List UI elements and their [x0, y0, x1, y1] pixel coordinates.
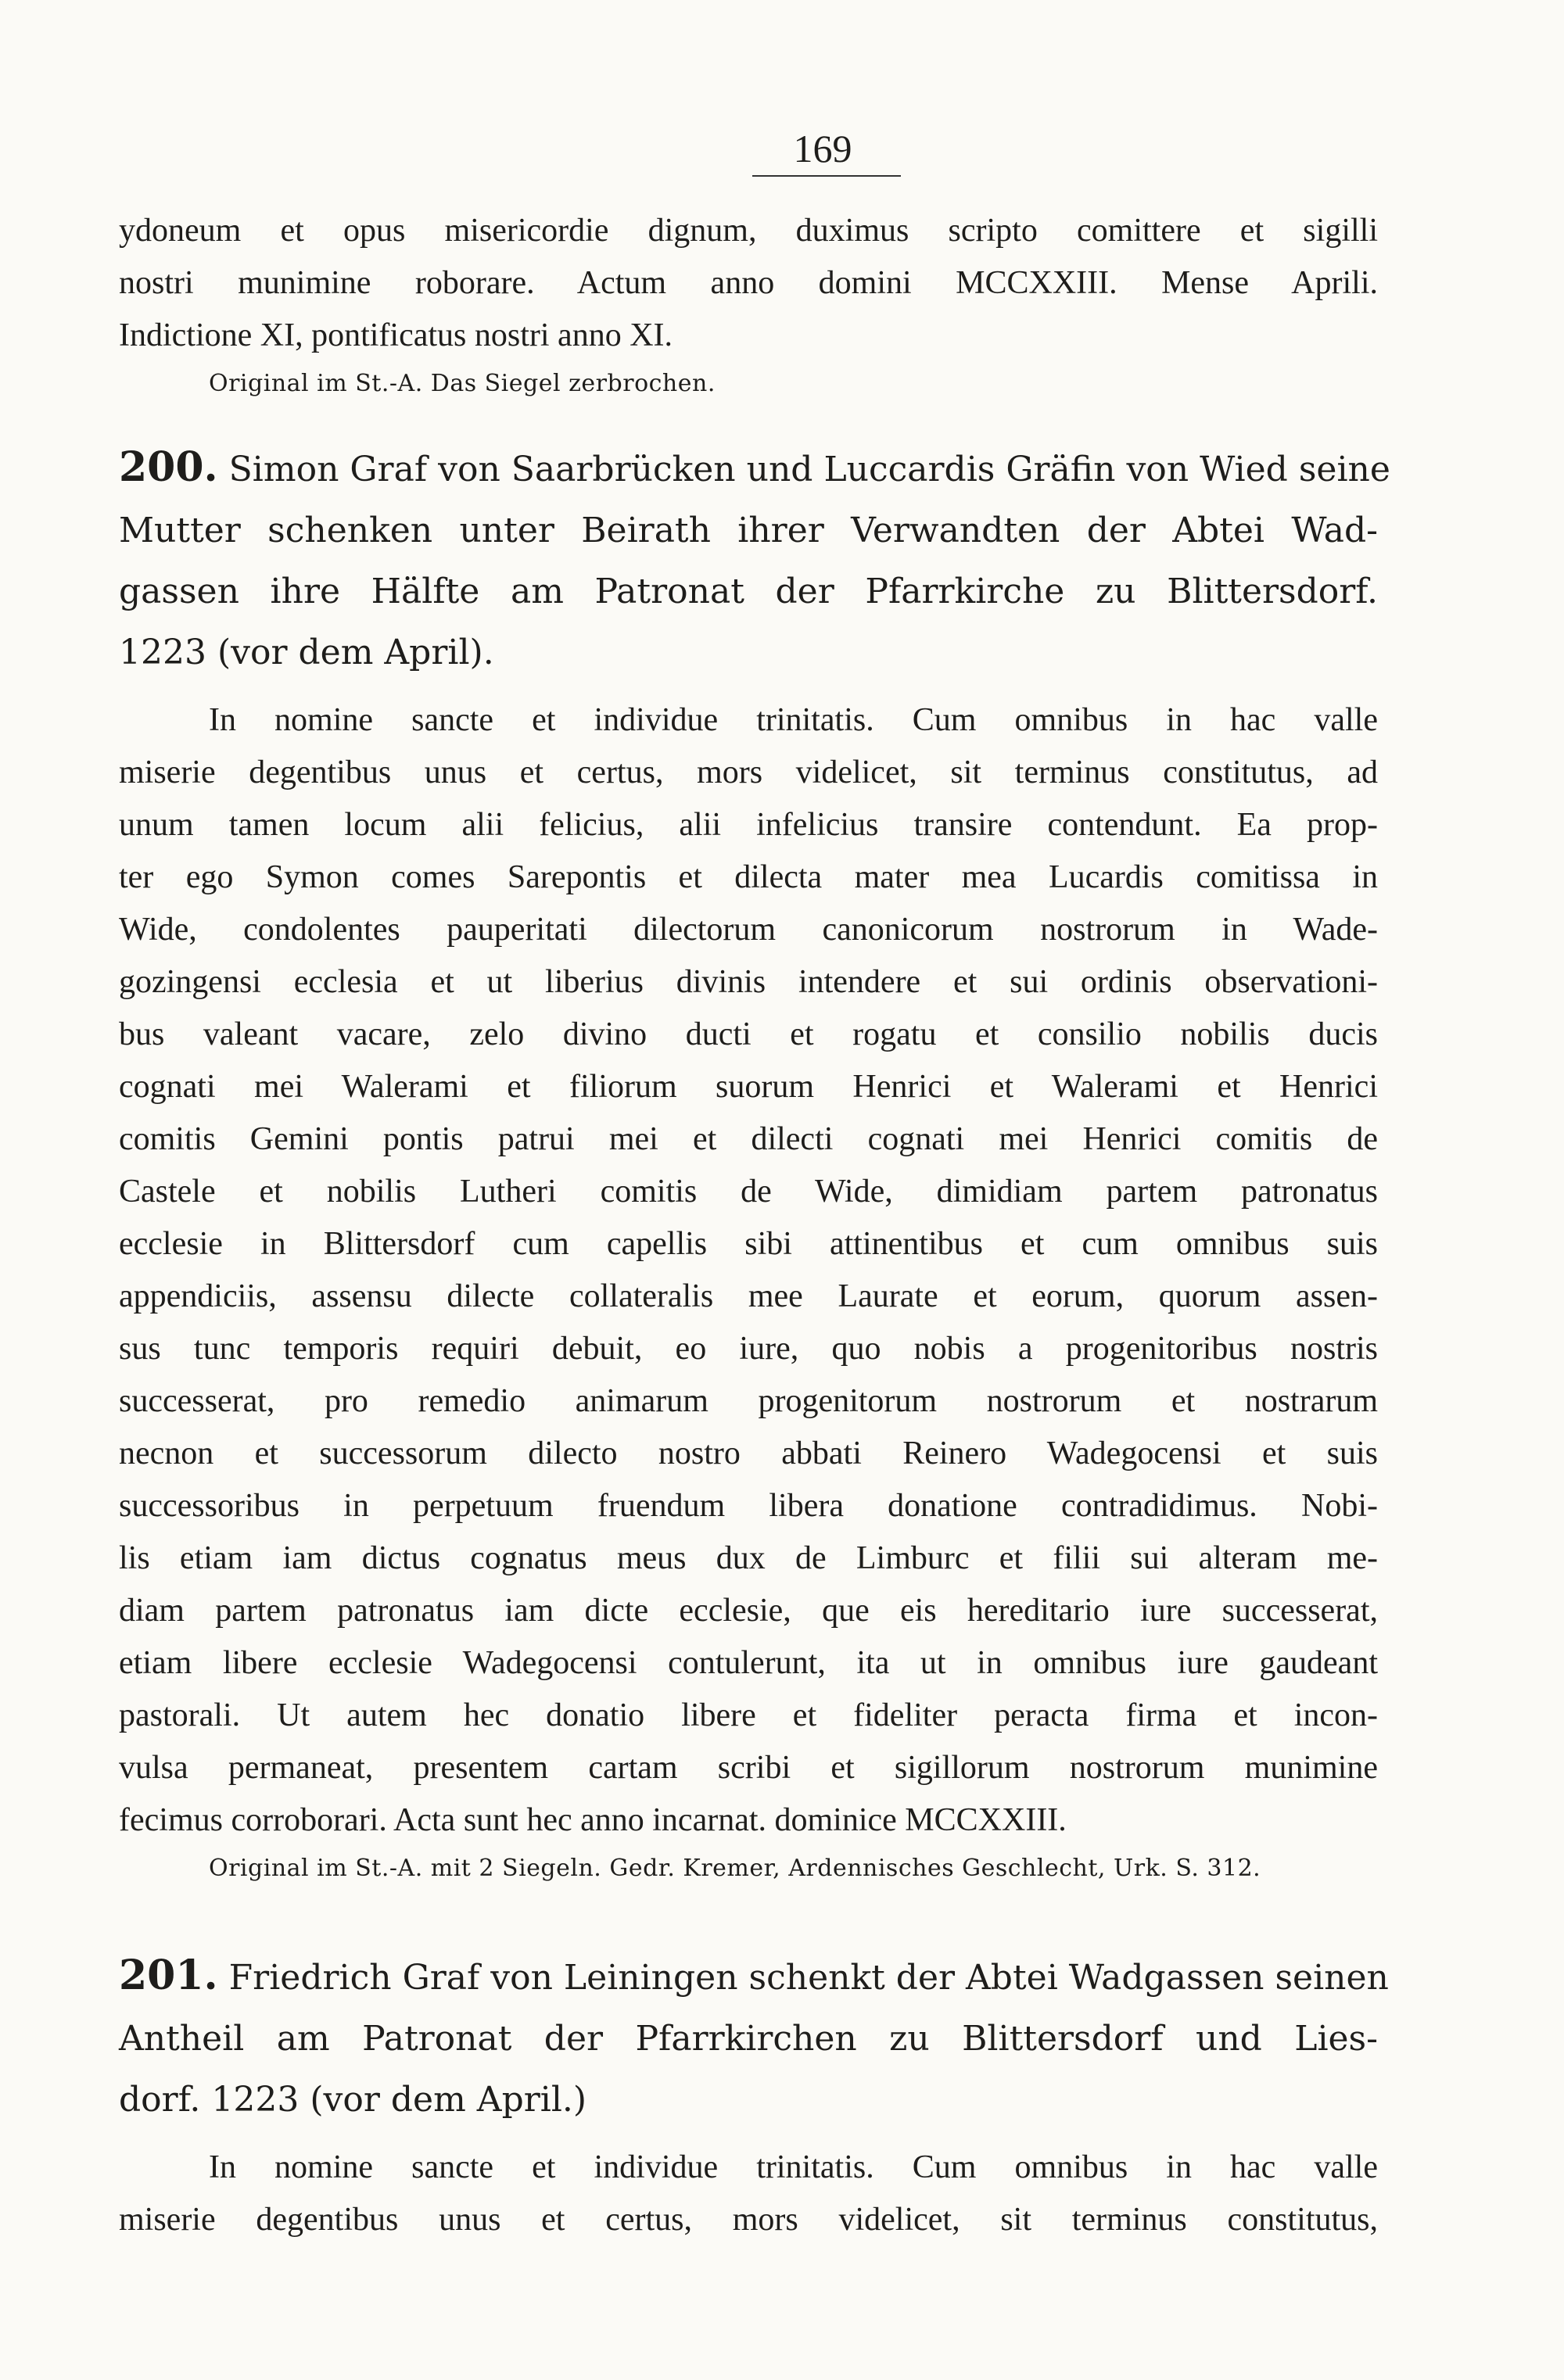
heading-line: Antheil am Patronat der Pfarrkirchen zu Blittersdorf und Lies- [119, 2019, 1378, 2059]
text-line: Castele et nobilis Lutheri comitis de Wide, dimidiam partem patronatus [119, 1174, 1378, 1210]
document-page [119, 125, 1390, 2246]
text-line: appendiciis, assensu dilecte collateralis mee Laurate et eorum, quorum assen- [119, 1278, 1378, 1314]
heading-line [119, 437, 1390, 500]
text-line: successerat, pro remedio animarum progenitorum nostrorum et nostrarum [119, 1383, 1378, 1419]
text-line: In nomine sancte et individue trinitatis. Cum omnibus in hac valle [209, 702, 1378, 738]
document-number: 201. [119, 1952, 218, 1999]
text-line: Wide, condolentes pauperitati dilectorum canonicorum nostrorum in Wade- [119, 912, 1378, 948]
entry-200-heading [119, 437, 1390, 683]
text-line: Indictione XI, pontificatus nostri anno XI. [119, 317, 673, 353]
text-line: bus valeant vacare, zelo divino ducti et rogatu et consilio nobilis ducis [119, 1016, 1378, 1052]
text-line: diam partem patronatus iam dicte ecclesie, que eis hereditario iure successerat, [119, 1593, 1378, 1629]
text-line: pastorali. Ut autem hec donatio libere et fideliter peracta firma et incon- [119, 1697, 1378, 1733]
heading-line: Mutter schenken unter Beirath ihrer Verwandten der Abtei Wad- [119, 511, 1378, 550]
heading-line: 1223 (vor dem April). [119, 633, 494, 672]
text-line: comitis Gemini pontis patrui mei et dilecti cognati mei Henrici comitis de [119, 1121, 1378, 1157]
document-number: 200. [119, 443, 218, 491]
source-note: Original im St.-A. Das Siegel zerbrochen. [209, 370, 716, 397]
text-line: In nomine sancte et individue trinitatis. Cum omnibus in hac valle [209, 2149, 1378, 2185]
text-line: vulsa permaneat, presentem cartam scribi et sigillorum nostrorum munimine [119, 1750, 1378, 1786]
continuation-text [119, 205, 1378, 362]
entry-201-heading [119, 1945, 1389, 2131]
text-line: gozingensi ecclesia et ut liberius divinis intendere et sui ordinis observationi- [119, 964, 1378, 1000]
text-line: miserie degentibus unus et certus, mors videlicet, sit terminus constitutus, [119, 2202, 1378, 2238]
heading-line: gassen ihre Hälfte am Patronat der Pfarrkirche zu Blittersdorf. [119, 572, 1378, 611]
text-line: fecimus corroborari. Acta sunt hec anno incarnat. dominice MCCXXIII. [119, 1802, 1067, 1838]
text-line: etiam libere ecclesie Wadegocensi contulerunt, ita ut in omnibus iure gaudeant [119, 1645, 1378, 1681]
text-line: ter ego Symon comes Sarepontis et dilecta mater mea Lucardis comitissa in [119, 859, 1378, 895]
entry-201-body [119, 2142, 1378, 2246]
text-line: lis etiam iam dictus cognatus meus dux de Limburc et filii sui alteram me- [119, 1540, 1378, 1576]
heading-text: Friedrich Graf von Leiningen schenkt der Abtei Wadgassen seinen [228, 1958, 1389, 1998]
source-note: Original im St.-A. mit 2 Siegeln. Gedr. Kremer, Ardennisches Geschlecht, Urk. S. 312. [209, 1855, 1261, 1882]
text-line: ydoneum et opus misericordie dignum, duximus scripto comittere et sigilli [119, 213, 1378, 249]
text-line: miserie degentibus unus et certus, mors videlicet, sit terminus constitutus, ad [119, 755, 1378, 790]
text-line: sus tunc temporis requiri debuit, eo iure, quo nobis a progenitoribus nostris [119, 1331, 1378, 1367]
text-line: cognati mei Walerami et filiorum suorum Henrici et Walerami et Henrici [119, 1069, 1378, 1105]
heading-text: Simon Graf von Saarbrücken und Luccardis Gräfin von Wied seine [228, 450, 1390, 489]
text-line: unum tamen locum alii felicius, alii infelicius transire contendunt. Ea prop- [119, 807, 1378, 843]
heading-line [119, 1945, 1389, 2009]
text-line: nostri munimine roborare. Actum anno domini MCCXXIII. Mense Aprili. [119, 265, 1378, 301]
entry-200-body [119, 694, 1378, 1847]
text-line: successoribus in perpetuum fruendum libera donatione contradidimus. Nobi- [119, 1488, 1378, 1524]
text-line: necnon et successorum dilecto nostro abbati Reinero Wadegocensi et suis [119, 1436, 1378, 1471]
heading-line: dorf. 1223 (vor dem April.) [119, 2080, 587, 2120]
text-line: ecclesie in Blittersdorf cum capellis sibi attinentibus et cum omnibus suis [119, 1226, 1378, 1262]
page-number: 169 [793, 127, 852, 170]
